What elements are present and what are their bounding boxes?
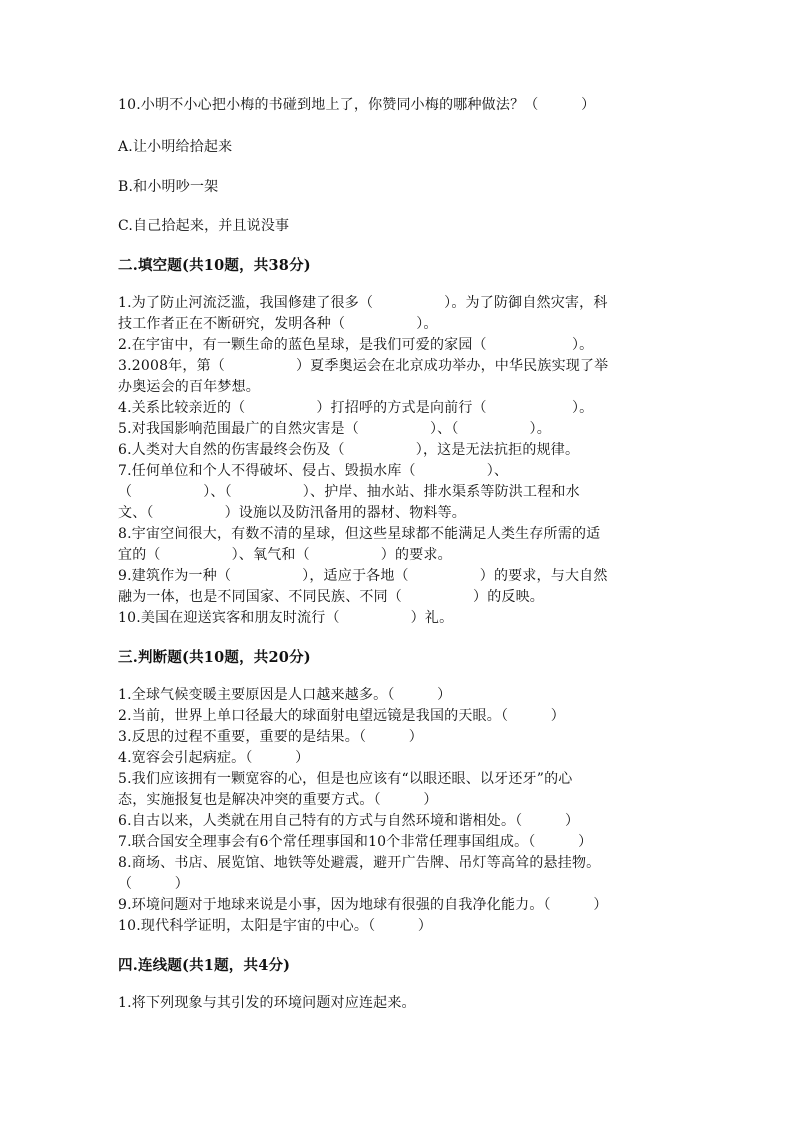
judge-line: 2.当前，世界上单口径最大的球面射电望远镜是我国的天眼。（ ） — [118, 708, 565, 724]
judge-line: 9.环境问题对于地球来说是小事，因为地球有很强的自我净化能力。（ ） — [118, 897, 608, 913]
fill-line: 融为一体，也是不同国家、不同民族、不同（ ）的反映。 — [118, 589, 544, 605]
fill-line: 6.人类对大自然的伤害最终会伤及（ ），这是无法抗拒的规律。 — [118, 442, 580, 458]
fill-line: 9.建筑作为一种（ ），适应于各地（ ）的要求，与大自然 — [118, 568, 608, 584]
section-2-title: 二.填空题(共10题，共38分) — [118, 257, 311, 274]
judge-line: 3.反思的过程不重要，重要的是结果。（ ） — [118, 729, 423, 745]
section-4-title: 四.连线题(共1题，共4分) — [118, 957, 291, 974]
judge-line: 态，实施报复也是解决冲突的重要方式。（ ） — [118, 792, 438, 808]
fill-line: 宜的（ ）、氧气和（ ）的要求。 — [118, 547, 452, 563]
option-a: A.让小明给拾起来 — [118, 139, 233, 155]
fill-line: 10.美国在迎送宾客和朋友时流行（ ）礼。 — [118, 610, 454, 626]
judge-line: 10.现代科学证明，太阳是宇宙的中心。（ ） — [118, 918, 433, 934]
fill-line: 3.2008年，第（ ）夏季奥运会在北京成功举办，中华民族实现了举 — [118, 358, 609, 374]
fill-line: 办奥运会的百年梦想。 — [118, 379, 260, 395]
section-3-title: 三.判断题(共10题，共20分) — [118, 649, 311, 666]
judge-line: 5.我们应该拥有一颗宽容的心，但是也应该有“以眼还眼、以牙还牙”的心 — [118, 771, 573, 787]
fill-line: 技工作者正在不断研究，发明各种（ ）。 — [118, 316, 438, 332]
fill-line: 8.宇宙空间很大，有数不清的星球，但这些星球都不能满足人类生存所需的适 — [118, 526, 601, 542]
fill-line: 4.关系比较亲近的（ ）打招呼的方式是向前行（ ）。 — [118, 400, 594, 416]
judge-line: 7.联合国安全理事会有6个常任理事国和10个非常任理事国组成。（ ） — [118, 834, 593, 850]
judge-line: （ ） — [118, 876, 189, 892]
fill-line: （ ）、（ ）、护岸、抽水站、排水渠系等防洪工程和水 — [118, 484, 580, 500]
fill-line: 文、（ ）设施以及防汛备用的器材、物料等。 — [118, 505, 466, 521]
fill-line: 2.在宇宙中，有一颗生命的蓝色星球，是我们可爱的家园（ ）。 — [118, 337, 594, 353]
judge-line: 1.全球气候变暖主要原因是人口越来越多。（ ） — [118, 687, 452, 703]
question-10: 10.小明不小心把小梅的书碰到地上了，你赞同小梅的哪种做法？（ ） — [118, 97, 596, 113]
judge-line: 6.自古以来，人类就在用自己特有的方式与自然环境和谐相处。（ ） — [118, 813, 580, 829]
option-c: C.自己拾起来，并且说没事 — [118, 218, 290, 234]
judge-line: 8.商场、书店、展览馆、地铁等处避震，避开广告牌、吊灯等高耸的悬挂物。 — [118, 855, 601, 871]
option-b: B.和小明吵一架 — [118, 179, 219, 195]
judge-line: 4.宽容会引起病症。（ ） — [118, 750, 310, 766]
fill-line: 5.对我国影响范围最广的自然灾害是（ ）、（ ）。 — [118, 421, 551, 437]
fill-line: 1.为了防止河流泛滥，我国修建了很多（ ）。为了防御自然灾害，科 — [118, 295, 608, 311]
fill-line: 7.任何单位和个人不得破坏、侵占、毁损水库（ ）、 — [118, 463, 509, 479]
match-line: 1.将下列现象与其引发的环境问题对应连起来。 — [118, 995, 416, 1011]
